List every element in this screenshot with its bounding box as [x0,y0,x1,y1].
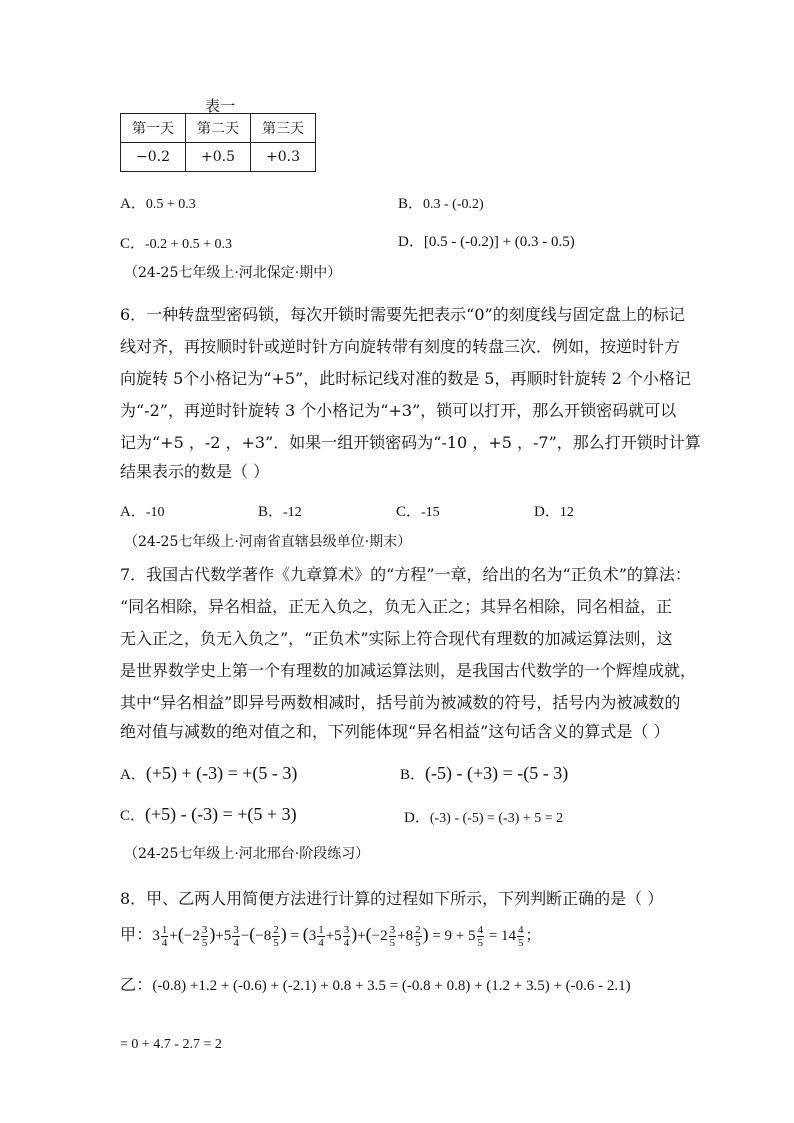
q7-line: 是世界数学史上第一个有理数的加减运算法则，是我国古代数学的一个辉煌成就， [120,661,697,680]
q8-stem: 8．甲、乙两人用简便方法进行计算的过程如下所示，下列判断正确的是（ ） [120,889,664,908]
q7-line: 无入正之，负无入负之”，“正负术”实际上符合现代有理数的加减运算法则，这 [120,629,673,648]
q5-option-c: C．-0.2 + 0.5 + 0.3 [120,236,232,252]
table-header-cell: 第一天 [121,114,186,143]
table-caption: 表一 [205,97,236,115]
q6-line: 6．一种转盘型密码锁，每次开锁时需要先把表示“0”的刻度线与固定盘上的标记 [120,305,685,324]
q6-option-c: C．-15 [396,504,440,520]
q6-source: （24-25七年级上·河北保定·期中） [124,265,342,281]
table-header-cell: 第二天 [186,114,251,143]
table-row [121,143,316,172]
q6-option-d: D．12 [534,504,574,520]
q7-option-a: A．(+5) + (-3) = +(5 - 3) [120,763,298,783]
q6-line: 结果表示的数是（ ） [120,462,270,481]
q6-line: 记为“+5 ，-2 ，+3”．如果一组开锁密码为“-10 ，+5 ，-7”，那么打开锁时计算 [120,433,701,452]
q6-option-a: A．-10 [120,504,165,520]
q6-line: 线对齐，再按顺时针或逆时针方向旋转带有刻度的转盘三次．例如，按逆时针方 [120,337,681,356]
q7-source: （24-25七年级上·河南省直辖县级单位·期末） [124,534,412,550]
q7-option-d: D．(-3) - (-5) = (-3) + 5 = 2 [404,810,564,826]
q7-option-b: B．(-5) - (+3) = -(5 - 3) [400,763,569,783]
table-header-row [121,114,316,143]
q8-source: （24-25七年级上·河北邢台·阶段练习） [124,846,370,862]
q5-option-a: A．0.5 + 0.3 [120,196,196,212]
table-cell: +0.5 [186,143,251,172]
q8-result-line: = 0 + 4.7 - 2.7 = 2 [120,1037,222,1052]
q5-option-d: D．[0.5 - (-0.2)] + (0.3 - 0.5) [398,234,575,250]
q8-yi-expression: 乙：(-0.8) +1.2 + (-0.6) + (-2.1) + 0.8 + 3.5 = (-0.8 + 0.8) + (1.2 + 3.5) + (-0.6 - 2.1) [120,975,631,994]
data-table [120,113,316,172]
q7-line: “同名相除，异名相益，正无入负之，负无入正之；其异名相除，同名相益，正 [120,597,673,616]
q5-option-b: B．0.3 - (-0.2) [398,196,484,212]
q7-line: 绝对值与减数的绝对值之和，下列能体现“异名相益”这句话含义的算式是（ ） [120,722,670,741]
q6-line: 为“-2”，再逆时针旋转 3 个小格记为“+3”，锁可以打开，那么开锁密码就可以 [120,401,677,420]
q8-jia-expression: 甲：3 $\frac{1}{4}$ +(−2 $\frac{3}{5}$ )+5 $\frac{3}{4}$ −(−8 $\frac{2}{5}$ ) = (3 $\frac{1}{4}$ +5 $\frac{3}{4}$ )+(−2 $\frac{3}{5}$ +8 $\frac{2}{5}$ ) = 9 + 5 $\frac{4}{5}$ = 14 $\frac{4}{5}$ ； [120,924,541,950]
q6-option-b: B．-12 [258,504,302,520]
q7-line: 7．我国古代数学著作《九章算术》的“方程”一章，给出的名为“正负术”的算法： [120,565,691,584]
q7-line: 其中“异名相益”即异号两数相减时，括号前为被减数的符号，括号内为被减数的 [120,693,681,712]
table-cell: +0.3 [251,143,316,172]
q6-line: 向旋转 5个小格记为“+5”，此时标记线对准的数是 5，再顺时针旋转 2 个小格记 [120,369,691,388]
table-header-cell: 第三天 [251,114,316,143]
table-cell: −0.2 [121,143,186,172]
q7-option-c: C．(+5) - (-3) = +(5 + 3) [120,804,297,824]
